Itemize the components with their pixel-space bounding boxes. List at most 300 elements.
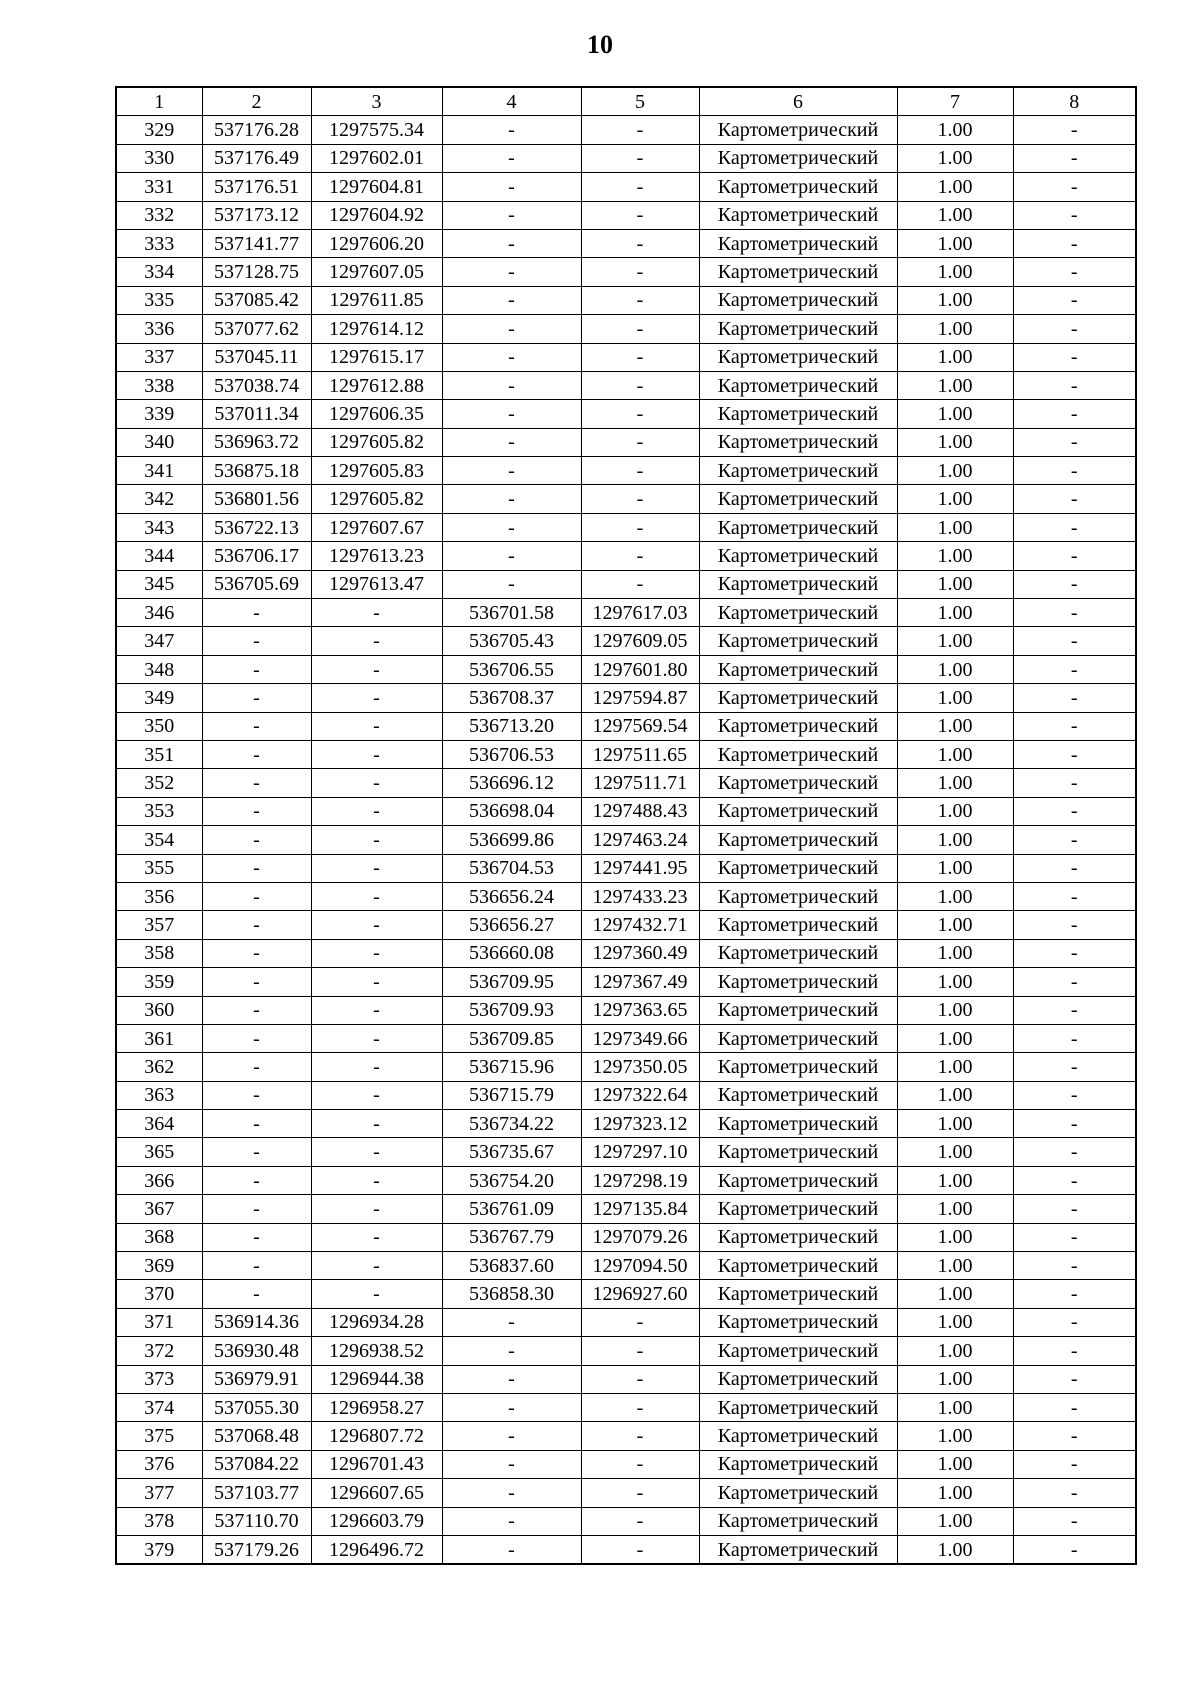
table-cell: 1297604.81 [311,173,442,201]
table-cell: - [311,1081,442,1109]
table-cell: 361 [116,1024,202,1052]
table-cell: Картометрический [699,229,897,257]
table-cell: - [1013,1507,1136,1535]
table-cell: 1.00 [897,1280,1013,1308]
table-cell: - [442,229,581,257]
table-cell: 1296938.52 [311,1337,442,1365]
column-header-8: 8 [1013,87,1136,116]
table-cell: 1.00 [897,939,1013,967]
table-cell: - [311,911,442,939]
table-cell: 356 [116,882,202,910]
table-cell: Картометрический [699,513,897,541]
table-cell: - [311,854,442,882]
table-cell: - [1013,599,1136,627]
table-cell: - [581,400,699,428]
table-cell: - [1013,400,1136,428]
table-cell: - [202,599,311,627]
table-cell: 352 [116,769,202,797]
table-cell: - [442,116,581,144]
table-cell: 336 [116,315,202,343]
table-row [116,201,1136,229]
table-cell: - [1013,1337,1136,1365]
table-cell: 537176.28 [202,116,311,144]
table-cell: 1297350.05 [581,1053,699,1081]
table-cell: 536699.86 [442,826,581,854]
table-cell: Картометрический [699,627,897,655]
table-cell: - [311,1024,442,1052]
table-cell: 334 [116,258,202,286]
table-cell: - [1013,258,1136,286]
table-cell: - [1013,797,1136,825]
table-cell: - [311,968,442,996]
table-cell: 1.00 [897,1138,1013,1166]
table-cell: 1.00 [897,457,1013,485]
table-cell: - [442,1535,581,1564]
table-cell: - [202,854,311,882]
table-cell: 347 [116,627,202,655]
table-cell: 537173.12 [202,201,311,229]
table-cell: 1297511.71 [581,769,699,797]
table-cell: 1297605.83 [311,457,442,485]
table-cell: - [581,1422,699,1450]
table-row [116,1337,1136,1365]
table-cell: 1.00 [897,201,1013,229]
table-cell: 537176.51 [202,173,311,201]
table-row [116,1053,1136,1081]
table-cell: 1.00 [897,229,1013,257]
table-cell: 537038.74 [202,371,311,399]
table-cell: Картометрический [699,315,897,343]
table-cell: Картометрический [699,1110,897,1138]
table-cell: 1.00 [897,286,1013,314]
table-cell: 537141.77 [202,229,311,257]
table-cell: Картометрический [699,1223,897,1251]
table-cell: 1.00 [897,428,1013,456]
table-cell: 536875.18 [202,457,311,485]
table-cell: 536715.79 [442,1081,581,1109]
table-cell: Картометрический [699,1535,897,1564]
table-cell: - [581,258,699,286]
table-cell: 536979.91 [202,1365,311,1393]
page-number: 10 [587,30,613,59]
table-cell: Картометрический [699,740,897,768]
table-cell: - [442,1337,581,1365]
table-cell: 1.00 [897,1450,1013,1478]
table-row [116,1138,1136,1166]
table-row [116,428,1136,456]
table-cell: - [442,343,581,371]
table-cell: 1.00 [897,371,1013,399]
table-cell: Картометрический [699,882,897,910]
table-cell: 1.00 [897,655,1013,683]
table-cell: - [581,1308,699,1336]
table-cell: 1297612.88 [311,371,442,399]
table-cell: - [311,939,442,967]
table-cell: - [1013,769,1136,797]
table-cell: 537085.42 [202,286,311,314]
table-cell: 1.00 [897,712,1013,740]
table-cell: 1297322.64 [581,1081,699,1109]
table-cell: 1.00 [897,854,1013,882]
table-cell: 536656.24 [442,882,581,910]
table-cell: 536713.20 [442,712,581,740]
table-cell: 340 [116,428,202,456]
table-cell: 536761.09 [442,1195,581,1223]
table-cell: 1296701.43 [311,1450,442,1478]
table-row [116,1166,1136,1194]
table-cell: 1.00 [897,826,1013,854]
table-row [116,1535,1136,1564]
table-cell: - [202,655,311,683]
table-cell: 377 [116,1479,202,1507]
table-cell: - [202,1081,311,1109]
table-cell: 1.00 [897,570,1013,598]
table-cell: 537055.30 [202,1393,311,1421]
table-cell: - [581,315,699,343]
table-cell: - [581,1365,699,1393]
table-cell: Картометрический [699,712,897,740]
table-cell: - [202,1252,311,1280]
table-cell: 1.00 [897,1535,1013,1564]
table-cell: Картометрический [699,599,897,627]
table-cell: - [581,1535,699,1564]
table-cell: Картометрический [699,769,897,797]
table-cell: 1297349.66 [581,1024,699,1052]
table-cell: 536858.30 [442,1280,581,1308]
table-cell: 537011.34 [202,400,311,428]
table-cell: - [442,542,581,570]
table-cell: - [1013,996,1136,1024]
table-row [116,939,1136,967]
table-cell: 536734.22 [442,1110,581,1138]
table-cell: 536660.08 [442,939,581,967]
table-body [116,116,1136,1564]
table-cell: 537179.26 [202,1535,311,1564]
table-cell: 1297094.50 [581,1252,699,1280]
table-cell: - [581,229,699,257]
table-cell: Картометрический [699,1195,897,1223]
table-cell: - [202,769,311,797]
table-cell: 1.00 [897,315,1013,343]
table-cell: - [202,1280,311,1308]
table-cell: 342 [116,485,202,513]
table-cell: 1.00 [897,1195,1013,1223]
table-cell: 537110.70 [202,1507,311,1535]
table-row [116,343,1136,371]
table-cell: Картометрический [699,1280,897,1308]
table-cell: - [311,740,442,768]
table-cell: 1297601.80 [581,655,699,683]
table-cell: 1297575.34 [311,116,442,144]
table-row [116,1223,1136,1251]
table-cell: 537077.62 [202,315,311,343]
table-cell: - [311,1223,442,1251]
table-cell: - [1013,570,1136,598]
table-cell: - [311,712,442,740]
table-cell: 1.00 [897,144,1013,172]
table-cell: - [1013,286,1136,314]
table-cell: Картометрический [699,570,897,598]
table-cell: 358 [116,939,202,967]
table-cell: - [202,1223,311,1251]
table-cell: - [442,1507,581,1535]
table-cell: - [581,1393,699,1421]
table-cell: 1297602.01 [311,144,442,172]
table-cell: - [442,315,581,343]
table-cell: 1297079.26 [581,1223,699,1251]
table-cell: 536709.85 [442,1024,581,1052]
table-row [116,769,1136,797]
table-cell: - [442,1479,581,1507]
table-cell: - [442,570,581,598]
table-row [116,627,1136,655]
table-cell: 1297363.65 [581,996,699,1024]
table-row [116,258,1136,286]
table-cell: Картометрический [699,1450,897,1478]
table-cell: - [311,769,442,797]
table-cell: 1297297.10 [581,1138,699,1166]
table-cell: 537103.77 [202,1479,311,1507]
table-cell: - [1013,1166,1136,1194]
header-row [116,87,1136,116]
table-cell: - [581,201,699,229]
table-cell: 350 [116,712,202,740]
column-header-2: 2 [202,87,311,116]
table-cell: - [1013,1365,1136,1393]
table-row [116,1479,1136,1507]
table-cell: Картометрический [699,343,897,371]
table-cell: 370 [116,1280,202,1308]
table-row [116,173,1136,201]
table-cell: - [442,201,581,229]
table-cell: - [1013,1138,1136,1166]
table-cell: - [581,173,699,201]
table-cell: - [202,1138,311,1166]
table-cell: - [1013,1535,1136,1564]
table-cell: Картометрический [699,286,897,314]
table-cell: - [202,1195,311,1223]
table-cell: 344 [116,542,202,570]
table-cell: Картометрический [699,542,897,570]
table-cell: - [1013,1252,1136,1280]
table-cell: - [442,144,581,172]
table-cell: - [311,599,442,627]
table-cell: - [581,286,699,314]
table-cell: 536656.27 [442,911,581,939]
table-row [116,485,1136,513]
table-row [116,144,1136,172]
table-cell: - [1013,343,1136,371]
table-cell: 1.00 [897,968,1013,996]
table-cell: 1297605.82 [311,485,442,513]
table-cell: Картометрический [699,371,897,399]
table-cell: - [1013,457,1136,485]
table-cell: - [442,428,581,456]
table-cell: - [1013,854,1136,882]
table-cell: 1296944.38 [311,1365,442,1393]
table-cell: 366 [116,1166,202,1194]
table-cell: 367 [116,1195,202,1223]
table-cell: - [1013,542,1136,570]
table-cell: - [581,1479,699,1507]
table-cell: 1297609.05 [581,627,699,655]
table-cell: 1.00 [897,173,1013,201]
table-cell: - [581,343,699,371]
table-cell: 536708.37 [442,684,581,712]
table-cell: - [581,485,699,513]
table-cell: 1.00 [897,1308,1013,1336]
table-cell: - [1013,684,1136,712]
table-cell: 537084.22 [202,1450,311,1478]
table-cell: 1296607.65 [311,1479,442,1507]
table-cell: 1296496.72 [311,1535,442,1564]
table-cell: - [581,1507,699,1535]
table-cell: Картометрический [699,1252,897,1280]
table-cell: 1.00 [897,599,1013,627]
table-cell: 1297613.23 [311,542,442,570]
table-cell: 379 [116,1535,202,1564]
table-cell: 1.00 [897,1337,1013,1365]
table-cell: 536930.48 [202,1337,311,1365]
table-cell: 354 [116,826,202,854]
table-cell: Картометрический [699,144,897,172]
table-cell: - [202,684,311,712]
table-cell: - [1013,911,1136,939]
table-cell: 375 [116,1422,202,1450]
column-header-6: 6 [699,87,897,116]
table-cell: - [1013,201,1136,229]
table-cell: - [1013,229,1136,257]
table-cell: 364 [116,1110,202,1138]
table-cell: - [581,542,699,570]
table-cell: 536735.67 [442,1138,581,1166]
table-row [116,826,1136,854]
table-cell: 1297615.17 [311,343,442,371]
table-row [116,457,1136,485]
table-cell: - [1013,968,1136,996]
table-cell: 1.00 [897,882,1013,910]
table-cell: 1.00 [897,1110,1013,1138]
table-cell: Картометрический [699,996,897,1024]
table-cell: 378 [116,1507,202,1535]
table-cell: 536837.60 [442,1252,581,1280]
table-cell: - [311,882,442,910]
table-row [116,882,1136,910]
table-cell: 362 [116,1053,202,1081]
table-cell: Картометрический [699,826,897,854]
table-cell: 1.00 [897,258,1013,286]
table-cell: - [202,1110,311,1138]
table-cell: - [311,996,442,1024]
coordinates-table [115,86,1137,1565]
table-cell: 1297607.05 [311,258,442,286]
table-row [116,116,1136,144]
table-cell: 1.00 [897,996,1013,1024]
table-cell: Картометрический [699,1024,897,1052]
table-cell: Картометрический [699,428,897,456]
table-cell: 536701.58 [442,599,581,627]
table-row [116,1507,1136,1535]
table-cell: 372 [116,1337,202,1365]
table-cell: Картометрический [699,1081,897,1109]
table-cell: - [581,144,699,172]
table-row [116,1280,1136,1308]
column-header-5: 5 [581,87,699,116]
table-row [116,513,1136,541]
table-cell: 1.00 [897,740,1013,768]
table-cell: 348 [116,655,202,683]
table-cell: - [1013,655,1136,683]
table-cell: - [1013,882,1136,910]
table-cell: 1.00 [897,627,1013,655]
table-cell: 1297135.84 [581,1195,699,1223]
table-cell: - [311,1252,442,1280]
table-cell: - [442,286,581,314]
table-cell: - [1013,116,1136,144]
table-cell: 1297611.85 [311,286,442,314]
table-cell: - [1013,513,1136,541]
table-cell: 1.00 [897,1479,1013,1507]
table-header [116,87,1136,116]
table-row [116,684,1136,712]
table-cell: 537045.11 [202,343,311,371]
table-cell: - [442,513,581,541]
table-cell: 1297298.19 [581,1166,699,1194]
table-cell: 536801.56 [202,485,311,513]
table-cell: - [311,1280,442,1308]
table-cell: 536914.36 [202,1308,311,1336]
table-cell: Картометрический [699,1337,897,1365]
table-cell: - [311,1053,442,1081]
table-row [116,740,1136,768]
table-cell: 537176.49 [202,144,311,172]
table-cell: Картометрический [699,457,897,485]
table-cell: 341 [116,457,202,485]
table-cell: Картометрический [699,1393,897,1421]
table-cell: - [442,371,581,399]
table-cell: 536709.93 [442,996,581,1024]
table-cell: - [1013,144,1136,172]
column-header-3: 3 [311,87,442,116]
table-cell: - [202,627,311,655]
table-cell: 353 [116,797,202,825]
table-cell: Картометрический [699,854,897,882]
table-cell: - [1013,1450,1136,1478]
table-cell: 1.00 [897,116,1013,144]
table-cell: Картометрический [699,1053,897,1081]
table-cell: Картометрический [699,173,897,201]
table-cell: 537128.75 [202,258,311,286]
table-cell: 365 [116,1138,202,1166]
table-cell: 1296958.27 [311,1393,442,1421]
table-cell: 1.00 [897,797,1013,825]
table-cell: - [202,712,311,740]
table-cell: 345 [116,570,202,598]
table-cell: 329 [116,116,202,144]
table-cell: - [1013,1110,1136,1138]
table-cell: 1.00 [897,1252,1013,1280]
table-cell: 355 [116,854,202,882]
table-cell: Картометрический [699,1479,897,1507]
table-cell: 1297607.67 [311,513,442,541]
table-cell: 1296807.72 [311,1422,442,1450]
table-cell: 1.00 [897,1223,1013,1251]
table-cell: - [202,740,311,768]
table-cell: 536706.53 [442,740,581,768]
table-cell: - [311,1166,442,1194]
table-cell: Картометрический [699,116,897,144]
table-cell: 1.00 [897,1422,1013,1450]
